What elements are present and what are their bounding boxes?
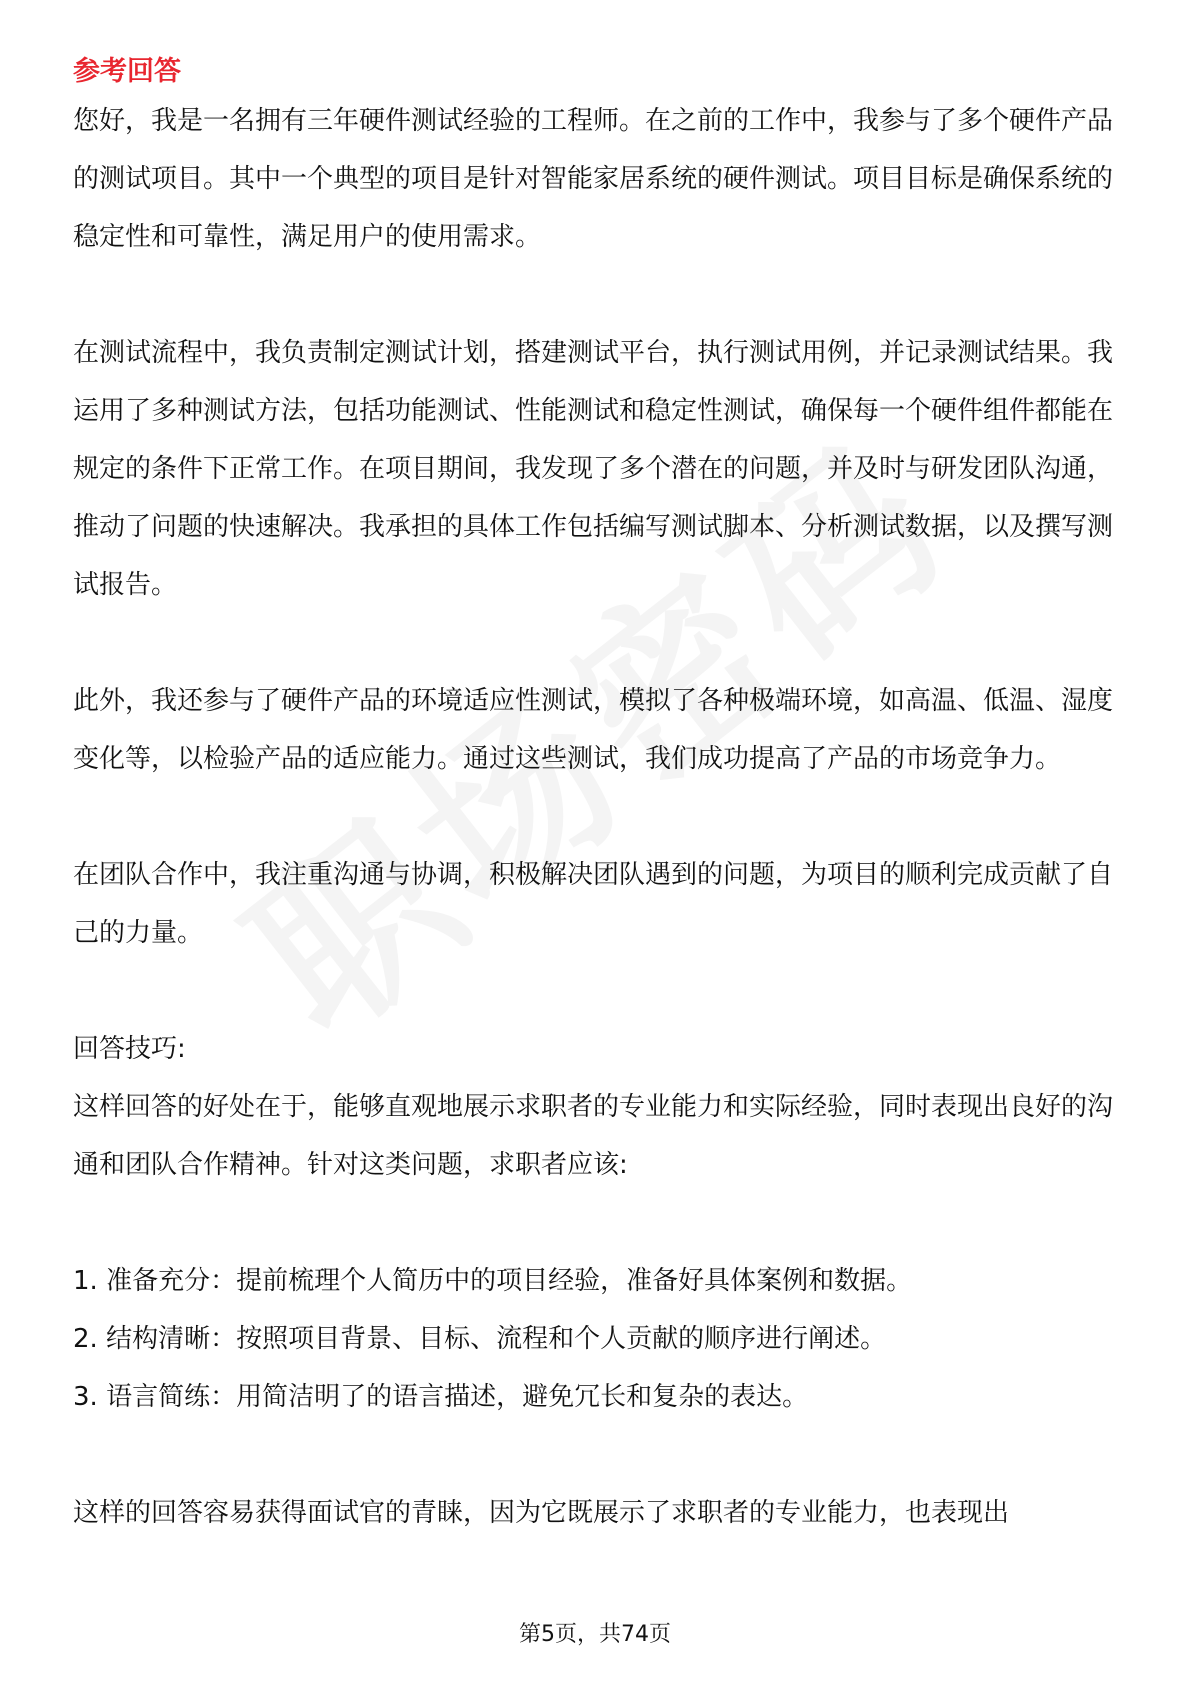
answer-paragraph-4: 在团队合作中，我注重沟通与协调，积极解决团队遇到的问题，为项目的顺利完成贡献了自己的力量。: [73, 860, 1114, 948]
page-number-footer: 第5页，共74页: [519, 1622, 671, 1647]
tips-list-item-1: 1. 准备充分：提前梳理个人简历中的项目经验，准备好具体案例和数据。: [73, 1266, 913, 1296]
tips-list-item-2: 2. 结构清晰：按照项目背景、目标、流程和个人贡献的顺序进行阐述。: [73, 1324, 887, 1354]
tips-intro: 这样回答的好处在于，能够直观地展示求职者的专业能力和实际经验，同时表现出良好的沟通和团队合作精神。针对这类问题，求职者应该:: [73, 1092, 1114, 1180]
answer-paragraph-2: 在测试流程中，我负责制定测试计划，搭建测试平台，执行测试用例，并记录测试结果。我运用了多种测试方法，包括功能测试、性能测试和稳定性测试，确保每一个硬件组件都能在规定的条件下正常工作。在项目期间，我发现了多个潜在的问题，并及时与研发团队沟通，推动了问题的快速解决。我承担的具体工作包括编写测试脚本、分析测试数据，以及撰写测试报告。: [73, 338, 1114, 600]
answer-paragraph-1: 您好，我是一名拥有三年硬件测试经验的工程师。在之前的工作中，我参与了多个硬件产品的测试项目。其中一个典型的项目是针对智能家居系统的硬件测试。项目目标是确保系统的稳定性和可靠性，满足用户的使用需求。: [73, 106, 1114, 252]
answer-paragraph-3: 此外，我还参与了硬件产品的环境适应性测试，模拟了各种极端环境，如高温、低温、湿度变化等，以检验产品的适应能力。通过这些测试，我们成功提高了产品的市场竞争力。: [73, 686, 1114, 774]
tips-title: 回答技巧:: [73, 1034, 186, 1064]
page-content: [73, 52, 1123, 1542]
closing-paragraph: 这样的回答容易获得面试官的青睐，因为它既展示了求职者的专业能力，也表现出: [73, 1498, 1010, 1528]
section-heading: 参考回答: [73, 56, 181, 87]
tips-list-item-3: 3. 语言简练：用简洁明了的语言描述，避免冗长和复杂的表达。: [73, 1382, 809, 1412]
